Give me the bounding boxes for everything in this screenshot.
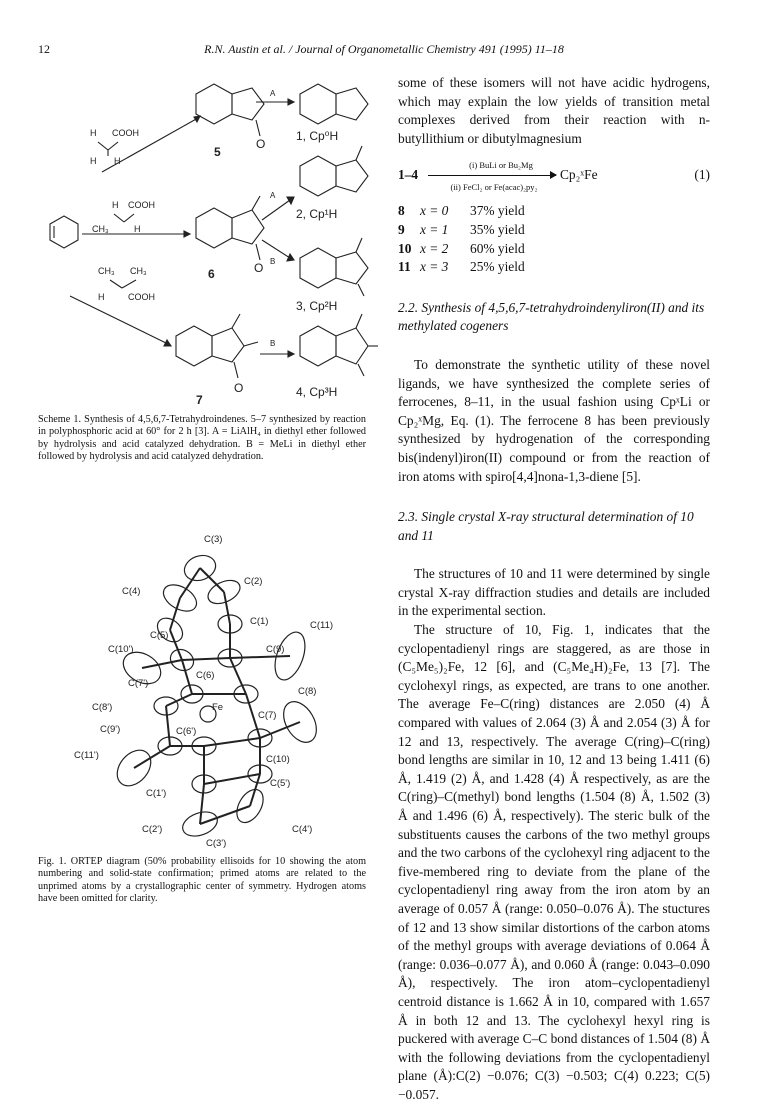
yield-row: 11 x = 3 25% yield	[398, 259, 525, 275]
svg-text:C(4): C(4)	[122, 586, 141, 597]
equation-under-arrow: (ii) FeCl₂ or Fe(acac)₂py₂	[450, 182, 538, 193]
svg-text:C(1'): C(1')	[146, 788, 167, 799]
svg-text:C(6'): C(6')	[176, 726, 197, 737]
svg-text:C(1): C(1)	[250, 616, 269, 627]
svg-text:H: H	[134, 224, 141, 234]
svg-text:A: A	[270, 89, 276, 98]
equation-number: (1)	[694, 167, 710, 183]
product-label-3: 3, Cp²H	[296, 299, 338, 313]
svg-text:CH₃: CH₃	[98, 266, 115, 276]
right-column	[398, 74, 710, 1105]
product-label-1: 1, Cp⁰H	[296, 129, 339, 143]
scheme-caption: Scheme 1. Synthesis of 4,5,6,7-Tetrahydroindenes. 5–7 synthesized by reaction in polyphosphoric acid at 60° for 2 h [3]. A = LiAlH₄ in diethyl ether followed by hydrolysis and acid catalyzed dehydration. B = MeLi in diethyl ether followed by hydrolysis and acid catalyzed dehydration.	[38, 414, 366, 463]
svg-text:C(9'): C(9')	[100, 724, 121, 735]
svg-text:H: H	[112, 200, 119, 210]
equation-over-arrow: (i) BuLi or Bu₂Mg	[469, 160, 533, 171]
svg-text:C(5): C(5)	[150, 630, 169, 641]
product-label-2: 2, Cp¹H	[296, 207, 338, 221]
svg-text:H: H	[114, 156, 121, 166]
svg-text:COOH: COOH	[112, 128, 139, 138]
svg-text:O: O	[234, 381, 244, 395]
svg-text:COOH: COOH	[128, 200, 155, 210]
svg-text:C(6): C(6)	[196, 670, 215, 681]
svg-text:B: B	[270, 257, 276, 266]
svg-text:C(9): C(9)	[266, 644, 285, 655]
compound-5-label: 5	[214, 145, 221, 159]
svg-text:H: H	[98, 292, 105, 302]
svg-text:C(10): C(10)	[266, 754, 290, 765]
section-2-3-paragraph-2: The structure of 10, Fig. 1, indicates that the cyclopentadienyl rings are staggered, as are those in (C₅Me₅)₂Fe, 12 [6], and (C₅Me₄H)₂Fe, 13 [7]. The cyclohexyl rings, as expected, are trans to one another. The average Fe–C(ring) distances are 2.050 (4) Å compared with values of 2.064 (3) Å and 2.054 (3) Å for 12 and 13, respectively. The average C(ring)–C(ring) bond lengths are similar in 10, 12 and 13 being 1.411 (6) Å, 1.419 (2) Å, and 1.428 (4) Å respectively, as are the C(ring)–C(methyl) bond lengths (1.504 (8) Å, 1.502 (3) Å and 1.496 (6) Å, respectively). The steric bulk of the substituents causes the carbons of the two methyl groups and the two carbons of the cyclohexyl ring adjacent to the five-membered ring to deviate from the plane of the cyclopentadienyl ring away from the iron atom by an average of 0.057 Å (range: 0.050–0.076 Å). The stuctures of 12 and 13 show similar distortions of the carbon atoms of the methyl groups with average deviations of 0.064 Å (range: 0.036–0.077 Å), and 0.060 Å (range: 0.043–0.090 Å), respectively. The iron atom–cyclopentadienyl centroid distance is 1.662 Å in 10, compared with 1.657 Å in both 12 and 13. The cyclohexyl hexyl ring is puckered with average C–C bond distances of 1.504 (8) Å with the following deviations from the cyclopentadienyl plane (Å):C(2) −0.076; C(3) −0.503; C(4) 0.223; C(5) −0.057.	[398, 622, 710, 1102]
equation-1	[398, 150, 710, 198]
svg-text:A: A	[270, 191, 276, 200]
page-number: 12	[38, 42, 50, 56]
product-label-4: 4, Cp³H	[296, 385, 338, 399]
compound-7-label: 7	[196, 393, 203, 407]
o-label-5: O	[256, 137, 266, 151]
svg-text:C(2): C(2)	[244, 576, 263, 587]
svg-text:C(5'): C(5')	[270, 778, 291, 789]
svg-text:H: H	[90, 128, 97, 138]
section-2-3-paragraph-1: The structures of 10 and 11 were determined by single crystal X-ray diffraction studies and details are included in the experimental section.	[398, 566, 710, 619]
svg-text:C(4'): C(4')	[292, 824, 313, 835]
svg-text:C(3): C(3)	[204, 534, 223, 545]
equation-reactant: 1–4	[398, 167, 419, 183]
svg-text:CH₃: CH₃	[92, 224, 109, 234]
ortep-diagram	[54, 528, 374, 848]
yield-row: 8 x = 0 37% yield	[398, 203, 525, 219]
svg-text:C(2'): C(2')	[142, 824, 163, 835]
svg-text:C(7): C(7)	[258, 710, 277, 721]
compound-6-label: 6	[208, 267, 215, 281]
section-2-2-body: To demonstrate the synthetic utility of these novel ligands, we have synthesized the complete series of ferrocenes, 8–11, in the usual fashion using CpˣLi or Cp₂ˣMg, Eq. (1). The ferrocene 8 has been previously synthesized by hydrogenation of the corresponding bis(indenyl)iron(II) compound or from the reaction of iron atoms with spiro[4,4]nona-1,3-diene [5].	[398, 356, 710, 484]
figure-caption: Fig. 1. ORTEP diagram (50% probability ellisoids for 10 showing the atom numbering and solid-state confirmation; primed atoms are related to the unprimed atoms by a crystallographic center of symmetry. Hydrogen atoms have been omitted for clarity.	[38, 856, 366, 905]
svg-text:C(11'): C(11')	[74, 750, 99, 761]
svg-text:C(3'): C(3')	[206, 838, 227, 848]
equation-product: Cp₂ˣFe	[560, 167, 598, 183]
svg-text:O: O	[254, 261, 264, 275]
intro-paragraph: some of these isomers will not have acidic hydrogens, which may explain the low yields of transition metal complexes derived from their reaction with n-butyllithium or dibutylmagnesium	[398, 75, 710, 146]
svg-text:H: H	[90, 156, 97, 166]
running-title: R.N. Austin et al. / Journal of Organometallic Chemistry 491 (1995) 11–18	[204, 42, 564, 56]
section-2-2-title: 2.2. Synthesis of 4,5,6,7-tetrahydroindenyliron(II) and its methylated cogeners	[398, 299, 705, 334]
yield-row: 9 x = 1 35% yield	[398, 221, 525, 237]
section-2-3-title: 2.3. Single crystal X-ray structural determination of 10 and 11	[398, 509, 694, 543]
svg-text:Fe: Fe	[212, 702, 224, 713]
svg-text:COOH: COOH	[128, 292, 155, 302]
reaction-arrow	[428, 175, 556, 176]
svg-text:CH₃: CH₃	[130, 266, 147, 276]
svg-text:C(10'): C(10')	[108, 644, 134, 655]
scheme-1-diagram	[38, 74, 378, 414]
svg-text:C(8): C(8)	[298, 686, 317, 697]
yield-row: 10 x = 2 60% yield	[398, 240, 525, 256]
svg-text:B: B	[270, 339, 276, 348]
svg-text:C(8'): C(8')	[92, 702, 113, 713]
svg-text:C(11): C(11)	[310, 620, 334, 631]
yield-list	[398, 202, 710, 276]
svg-text:C(7'): C(7')	[128, 678, 149, 689]
